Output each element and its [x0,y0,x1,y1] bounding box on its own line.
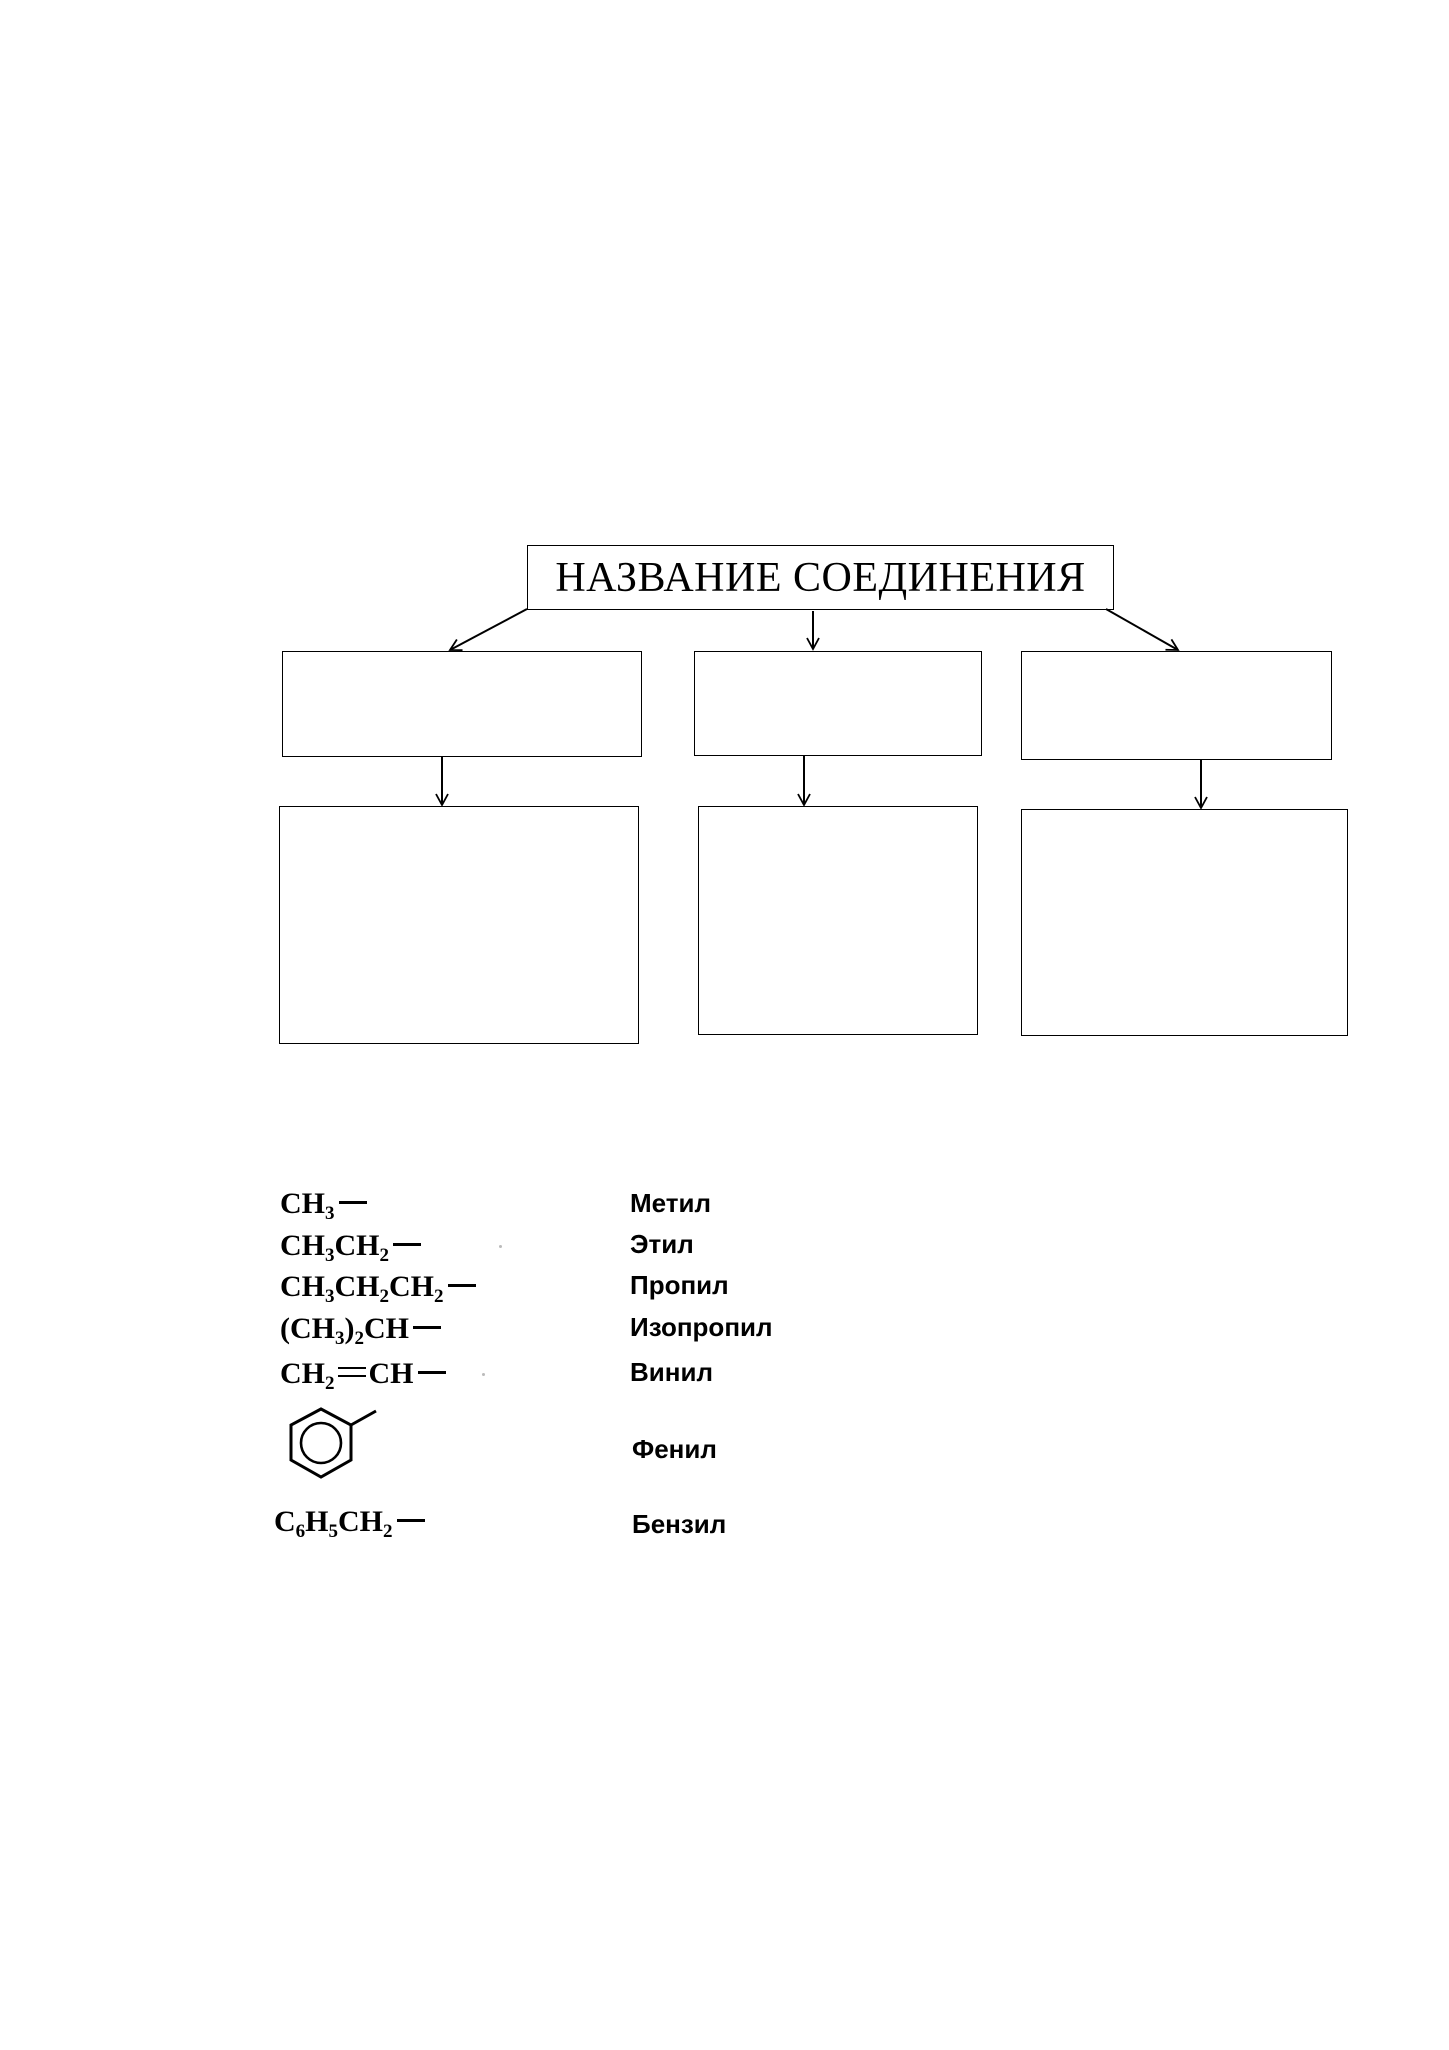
formula-text: CH [368,1357,414,1390]
name-vinyl: Винил [630,1357,713,1387]
benzene-ring-icon [278,1403,380,1489]
formula-text: CH [334,1270,380,1303]
formula-subscript: 2 [434,1286,444,1307]
formula-text: CH [280,1270,325,1303]
formula-subscript: 5 [328,1521,339,1542]
arrow-title-to-right [1106,609,1178,650]
formula-subscript: 3 [325,1203,335,1224]
formula-subscript: 6 [295,1521,306,1542]
double-bond-icon [338,1367,366,1377]
scan-speck [482,1373,485,1376]
formula-subscript: 2 [379,1245,389,1266]
name-ethyl: Этил [630,1229,694,1259]
formula-text: CH [334,1229,380,1262]
formula-text: CH [280,1187,325,1220]
formula-subscript: 2 [383,1521,393,1542]
formula-subscript: 3 [325,1286,335,1307]
arrow-title-to-left [450,609,527,650]
name-isopropyl: Изопропил [630,1312,773,1342]
formula-text: CH [389,1270,434,1303]
single-bond-icon [413,1326,441,1329]
single-bond-icon [418,1371,446,1374]
title-text: НАЗВАНИЕ СОЕДИНЕНИЯ [555,554,1086,601]
formula-subscript: 3 [325,1245,335,1266]
formula-subscript: 2 [379,1286,389,1307]
formula-text: (CH [280,1312,335,1345]
formula-subscript: 2 [354,1328,364,1349]
formula-text: C [274,1505,296,1538]
scan-speck [499,1245,502,1248]
formula-methyl [280,1187,367,1224]
single-bond-icon [397,1519,425,1522]
single-bond-icon [393,1243,421,1246]
single-bond-icon [448,1284,476,1287]
formula-vinyl [280,1357,446,1394]
formula-text: CH [280,1357,325,1390]
formula-text: CH [280,1229,325,1262]
formula-subscript: 2 [325,1373,335,1394]
formula-isopropyl [280,1312,441,1349]
formula-text: ) [344,1312,355,1345]
name-propyl: Пропил [630,1270,729,1300]
single-bond-icon [339,1201,367,1204]
formula-propyl [280,1270,476,1307]
name-phenyl: Фенил [632,1434,717,1464]
formula-text: H [305,1505,329,1538]
formula-subscript: 3 [335,1328,345,1349]
formula-text: CH [338,1505,384,1538]
name-benzyl: Бензил [632,1509,727,1539]
name-methyl: Метил [630,1188,712,1218]
formula-ethyl [280,1229,421,1266]
formula-text: CH [364,1312,409,1345]
formula-benzyl [274,1505,425,1542]
